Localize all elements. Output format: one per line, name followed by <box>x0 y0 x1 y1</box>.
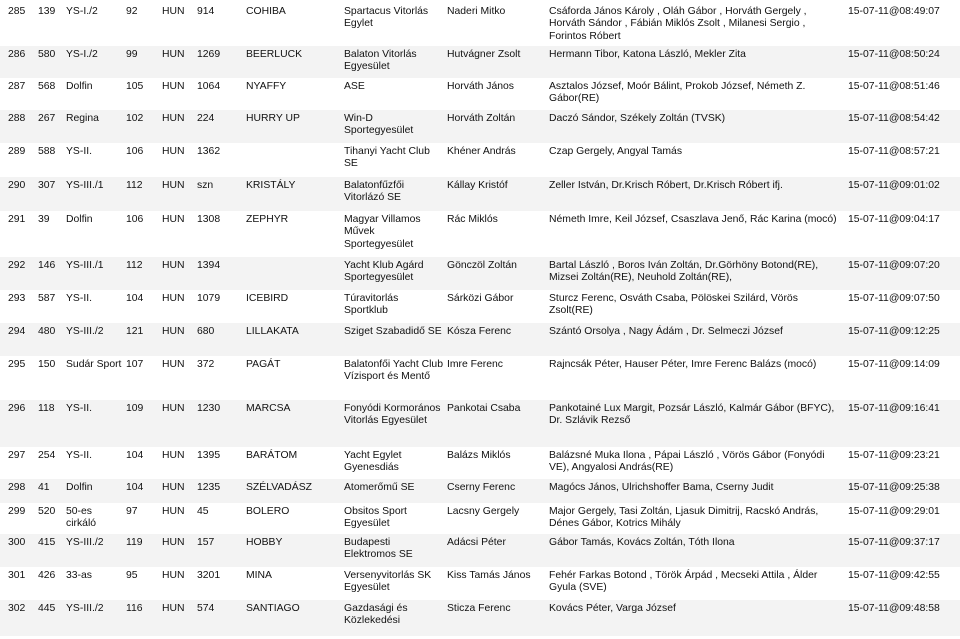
cell-crew: Fehér Farkas Botond , Török Árpád , Mecseki Attila , Álder Gyula (SVE) <box>549 570 818 594</box>
cell-club: Tihanyi Yacht Club SE <box>344 146 430 170</box>
cell-sail: 588 <box>38 146 56 157</box>
cell-rating: 106 <box>126 146 144 157</box>
cell-boat: SANTIAGO <box>246 603 300 614</box>
table-row <box>0 290 960 323</box>
cell-sail: 267 <box>38 113 56 124</box>
cell-nat: HUN <box>162 359 185 370</box>
cell-nat: HUN <box>162 6 185 17</box>
cell-boat: SZÉLVADÁSZ <box>246 482 313 493</box>
cell-club: Fonyódi Kormorános Vitorlás Egyesület <box>344 403 441 427</box>
cell-club: Win-D Sportegyesület <box>344 113 414 137</box>
cell-club: Gazdasági és Közlekedési <box>344 603 408 627</box>
cell-crew: Gábor Tamás, Kovács Zoltán, Tóth Ilona <box>549 537 735 548</box>
cell-place: 295 <box>8 359 26 370</box>
table-row <box>0 257 960 290</box>
cell-place: 293 <box>8 293 26 304</box>
cell-class: YS-III./2 <box>66 326 104 337</box>
cell-sail: 568 <box>38 81 56 92</box>
cell-finish: 15-07-11@08:50:24 <box>848 49 940 60</box>
cell-skipper: Adácsi Péter <box>447 537 506 548</box>
cell-boat-no: 1235 <box>197 482 221 493</box>
cell-boat-no: 1395 <box>197 450 221 461</box>
cell-boat-no: 224 <box>197 113 215 124</box>
cell-place: 292 <box>8 260 26 271</box>
cell-finish: 15-07-11@09:37:17 <box>848 537 940 548</box>
cell-rating: 116 <box>126 603 143 614</box>
table-row <box>0 600 960 636</box>
cell-sail: 520 <box>38 506 56 517</box>
cell-club: Yacht Klub Agárd Sportegyesület <box>344 260 424 284</box>
table-row <box>0 177 960 211</box>
cell-boat: HURRY UP <box>246 113 300 124</box>
cell-class: Dolfin <box>66 81 93 92</box>
cell-club: Túravitorlás Sportklub <box>344 293 399 317</box>
cell-boat: BOLERO <box>246 506 290 517</box>
cell-nat: HUN <box>162 293 185 304</box>
table-row <box>0 323 960 356</box>
cell-rating: 109 <box>126 403 144 414</box>
cell-skipper: Horváth Zoltán <box>447 113 516 124</box>
cell-sail: 146 <box>38 260 56 271</box>
cell-finish: 15-07-11@08:54:42 <box>848 113 940 124</box>
table-row <box>0 447 960 479</box>
cell-finish: 15-07-11@09:25:38 <box>848 482 940 493</box>
cell-boat: PAGÁT <box>246 359 281 370</box>
table-row <box>0 211 960 257</box>
cell-place: 301 <box>8 570 26 581</box>
cell-rating: 121 <box>126 326 144 337</box>
cell-crew: Kovács Péter, Varga József <box>549 603 676 614</box>
cell-class: YS-III./2 <box>66 537 104 548</box>
cell-skipper: Sárközi Gábor <box>447 293 514 304</box>
cell-finish: 15-07-11@08:49:07 <box>848 6 940 17</box>
cell-crew: Hermann Tibor, Katona László, Mekler Zita <box>549 49 746 60</box>
cell-finish: 15-07-11@09:48:58 <box>848 603 940 614</box>
cell-sail: 415 <box>38 537 56 548</box>
cell-place: 288 <box>8 113 26 124</box>
cell-rating: 104 <box>126 482 144 493</box>
cell-skipper: Naderi Mitko <box>447 6 506 17</box>
cell-place: 299 <box>8 506 26 517</box>
cell-club: Balatonfői Yacht Club Vízisport és Mentő <box>344 359 443 383</box>
cell-boat-no: szn <box>197 180 214 191</box>
cell-skipper: Kósza Ferenc <box>447 326 512 337</box>
table-row <box>0 356 960 400</box>
cell-sail: 587 <box>38 293 56 304</box>
cell-boat-no: 914 <box>197 6 215 17</box>
table-row <box>0 143 960 177</box>
table-row <box>0 534 960 567</box>
cell-class: YS-I./2 <box>66 6 98 17</box>
cell-nat: HUN <box>162 403 185 414</box>
table-row <box>0 479 960 503</box>
cell-sail: 41 <box>38 482 50 493</box>
cell-class: YS-III./1 <box>66 260 104 271</box>
cell-finish: 15-07-11@09:42:55 <box>848 570 940 581</box>
cell-rating: 97 <box>126 506 138 517</box>
cell-finish: 15-07-11@09:07:50 <box>848 293 940 304</box>
cell-rating: 119 <box>126 537 143 548</box>
cell-boat: HOBBY <box>246 537 283 548</box>
table-row <box>0 400 960 447</box>
cell-place: 296 <box>8 403 26 414</box>
cell-boat: BARÁTOM <box>246 450 298 461</box>
cell-crew: Csáforda János Károly , Oláh Gábor , Horváth Gergely , Horváth Sándor , Fábián Miklós Zsolt , Milanesi Sergio , Forintos Róbert <box>549 6 807 42</box>
cell-sail: 139 <box>38 6 56 17</box>
cell-class: Dolfin <box>66 482 93 493</box>
cell-class: YS-II. <box>66 293 92 304</box>
cell-skipper: Lacsny Gergely <box>447 506 520 517</box>
cell-class: 33-as <box>66 570 92 581</box>
cell-class: YS-II. <box>66 146 92 157</box>
cell-boat: KRISTÁLY <box>246 180 296 191</box>
cell-boat: NYAFFY <box>246 81 287 92</box>
cell-skipper: Balázs Miklós <box>447 450 511 461</box>
cell-place: 302 <box>8 603 26 614</box>
cell-nat: HUN <box>162 260 185 271</box>
table-row <box>0 46 960 78</box>
cell-crew: Rajncsák Péter, Hauser Péter, Imre Ferenc Balázs (mocó) <box>549 359 817 370</box>
cell-crew: Bartal László , Boros Iván Zoltán, Dr.Görhöny Botond(RE), Mizsei Zoltán(RE), Neuhold Zoltán(RE), <box>549 260 819 284</box>
cell-club: Magyar Villamos Művek Sportegyesület <box>344 214 421 250</box>
cell-nat: HUN <box>162 146 185 157</box>
cell-nat: HUN <box>162 482 185 493</box>
cell-club: Atomerőmű SE <box>344 482 415 493</box>
cell-boat-no: 680 <box>197 326 215 337</box>
cell-finish: 15-07-11@08:51:46 <box>848 81 940 92</box>
cell-sail: 480 <box>38 326 56 337</box>
cell-place: 287 <box>8 81 26 92</box>
cell-nat: HUN <box>162 603 185 614</box>
cell-sail: 426 <box>38 570 56 581</box>
cell-class: YS-I./2 <box>66 49 98 60</box>
cell-rating: 99 <box>126 49 138 60</box>
cell-class: YS-II. <box>66 403 92 414</box>
cell-class: Sudár Sport <box>66 359 122 370</box>
cell-club: Obsitos Sport Egyesület <box>344 506 407 530</box>
cell-finish: 15-07-11@09:23:21 <box>848 450 940 461</box>
cell-skipper: Pankotai Csaba <box>447 403 521 414</box>
cell-boat-no: 1079 <box>197 293 221 304</box>
cell-club: Balaton Vitorlás Egyesület <box>344 49 417 73</box>
cell-finish: 15-07-11@08:57:21 <box>848 146 940 157</box>
cell-boat-no: 1230 <box>197 403 221 414</box>
cell-sail: 39 <box>38 214 50 225</box>
cell-place: 298 <box>8 482 26 493</box>
cell-class: YS-III./1 <box>66 180 104 191</box>
cell-finish: 15-07-11@09:07:20 <box>848 260 940 271</box>
cell-rating: 107 <box>126 359 144 370</box>
table-row <box>0 78 960 110</box>
cell-finish: 15-07-11@09:14:09 <box>848 359 940 370</box>
cell-boat-no: 1308 <box>197 214 221 225</box>
cell-boat-no: 1394 <box>197 260 221 271</box>
cell-rating: 92 <box>126 6 138 17</box>
cell-boat: ZEPHYR <box>246 214 289 225</box>
cell-crew: Balázsné Muka Ilona , Pápai László , Vörös Gábor (Fonyódi VE), Angyalosi András(RE) <box>549 450 825 474</box>
cell-nat: HUN <box>162 570 185 581</box>
cell-class: YS-II. <box>66 450 92 461</box>
cell-nat: HUN <box>162 537 185 548</box>
cell-skipper: Horváth János <box>447 81 514 92</box>
cell-club: Spartacus Vitorlás Egylet <box>344 6 429 30</box>
cell-finish: 15-07-11@09:16:41 <box>848 403 940 414</box>
cell-nat: HUN <box>162 506 185 517</box>
cell-place: 286 <box>8 49 26 60</box>
cell-place: 290 <box>8 180 26 191</box>
cell-club: Yacht Egylet Gyenesdiás <box>344 450 402 474</box>
cell-skipper: Cserny Ferenc <box>447 482 516 493</box>
cell-crew: Magócs János, Ulrichshoffer Bama, Cserny Judit <box>549 482 774 493</box>
cell-sail: 254 <box>38 450 56 461</box>
cell-class: YS-III./2 <box>66 603 104 614</box>
cell-skipper: Kállay Kristóf <box>447 180 508 191</box>
cell-boat-no: 3201 <box>197 570 221 581</box>
cell-club: Budapesti Elektromos SE <box>344 537 413 561</box>
cell-rating: 105 <box>126 81 144 92</box>
table-row <box>0 503 960 534</box>
cell-nat: HUN <box>162 49 185 60</box>
cell-boat: COHIBA <box>246 6 286 17</box>
cell-skipper: Gönczöl Zoltán <box>447 260 517 271</box>
cell-sail: 445 <box>38 603 56 614</box>
cell-class: Regina <box>66 113 99 124</box>
cell-place: 291 <box>8 214 26 225</box>
table-row <box>0 110 960 143</box>
cell-skipper: Rác Miklós <box>447 214 498 225</box>
cell-rating: 95 <box>126 570 138 581</box>
cell-crew: Major Gergely, Tasi Zoltán, Ljasuk Dimitrij, Racskó András, Dénes Gábor, Kotrics Mihály <box>549 506 819 530</box>
cell-class: 50-es cirkáló <box>66 506 97 530</box>
cell-rating: 112 <box>126 260 143 271</box>
cell-finish: 15-07-11@09:12:25 <box>848 326 940 337</box>
cell-crew: Asztalos József, Moór Bálint, Prokob József, Németh Z. Gábor(RE) <box>549 81 806 105</box>
cell-finish: 15-07-11@09:01:02 <box>848 180 940 191</box>
cell-club: Balatonfűzfői Vitorlázó SE <box>344 180 405 204</box>
cell-boat-no: 45 <box>197 506 209 517</box>
cell-skipper: Kiss Tamás János <box>447 570 531 581</box>
cell-place: 285 <box>8 6 26 17</box>
cell-boat: ICEBIRD <box>246 293 289 304</box>
cell-crew: Sturcz Ferenc, Osváth Csaba, Pölöskei Szilárd, Vörös Zsolt(RE) <box>549 293 798 317</box>
cell-crew: Németh Imre, Keil József, Csaszlava Jenő, Rác Karina (mocó) <box>549 214 837 225</box>
cell-club: ASE <box>344 81 365 92</box>
cell-finish: 15-07-11@09:29:01 <box>848 506 940 517</box>
cell-crew: Czap Gergely, Angyal Tamás <box>549 146 683 157</box>
cell-rating: 104 <box>126 450 144 461</box>
cell-sail: 150 <box>38 359 56 370</box>
table-row <box>0 567 960 600</box>
cell-nat: HUN <box>162 113 185 124</box>
cell-nat: HUN <box>162 214 185 225</box>
cell-boat-no: 372 <box>197 359 215 370</box>
cell-boat: MINA <box>246 570 272 581</box>
cell-rating: 102 <box>126 113 144 124</box>
cell-boat-no: 1064 <box>197 81 221 92</box>
cell-place: 289 <box>8 146 26 157</box>
cell-nat: HUN <box>162 81 185 92</box>
table-row <box>0 3 960 46</box>
cell-sail: 118 <box>38 403 55 414</box>
cell-boat-no: 157 <box>197 537 215 548</box>
cell-club: Sziget Szabadidő SE <box>344 326 442 337</box>
cell-class: Dolfin <box>66 214 93 225</box>
cell-crew: Szántó Orsolya , Nagy Ádám , Dr. Selmeczi József <box>549 326 783 337</box>
cell-place: 297 <box>8 450 26 461</box>
cell-boat: BEERLUCK <box>246 49 303 60</box>
cell-crew: Zeller István, Dr.Krisch Róbert, Dr.Krisch Róbert ifj. <box>549 180 783 191</box>
cell-skipper: Sticza Ferenc <box>447 603 511 614</box>
cell-nat: HUN <box>162 180 185 191</box>
cell-rating: 104 <box>126 293 144 304</box>
cell-sail: 580 <box>38 49 56 60</box>
cell-finish: 15-07-11@09:04:17 <box>848 214 940 225</box>
cell-crew: Daczó Sándor, Székely Zoltán (TVSK) <box>549 113 726 124</box>
cell-club: Versenyvitorlás SK Egyesület <box>344 570 432 594</box>
cell-nat: HUN <box>162 450 185 461</box>
cell-place: 300 <box>8 537 26 548</box>
cell-place: 294 <box>8 326 26 337</box>
cell-skipper: Hutvágner Zsolt <box>447 49 521 60</box>
cell-boat: LILLAKATA <box>246 326 299 337</box>
cell-rating: 106 <box>126 214 144 225</box>
cell-skipper: Imre Ferenc <box>447 359 504 370</box>
cell-crew: Pankotainé Lux Margit, Pozsár László, Kalmár Gábor (BFYC), Dr. Szlávik Rezső <box>549 403 835 427</box>
cell-sail: 307 <box>38 180 56 191</box>
cell-rating: 112 <box>126 180 143 191</box>
cell-skipper: Khéner András <box>447 146 516 157</box>
cell-boat-no: 1362 <box>197 146 221 157</box>
cell-boat: MARCSA <box>246 403 291 414</box>
cell-nat: HUN <box>162 326 185 337</box>
cell-boat-no: 574 <box>197 603 215 614</box>
cell-boat-no: 1269 <box>197 49 221 60</box>
